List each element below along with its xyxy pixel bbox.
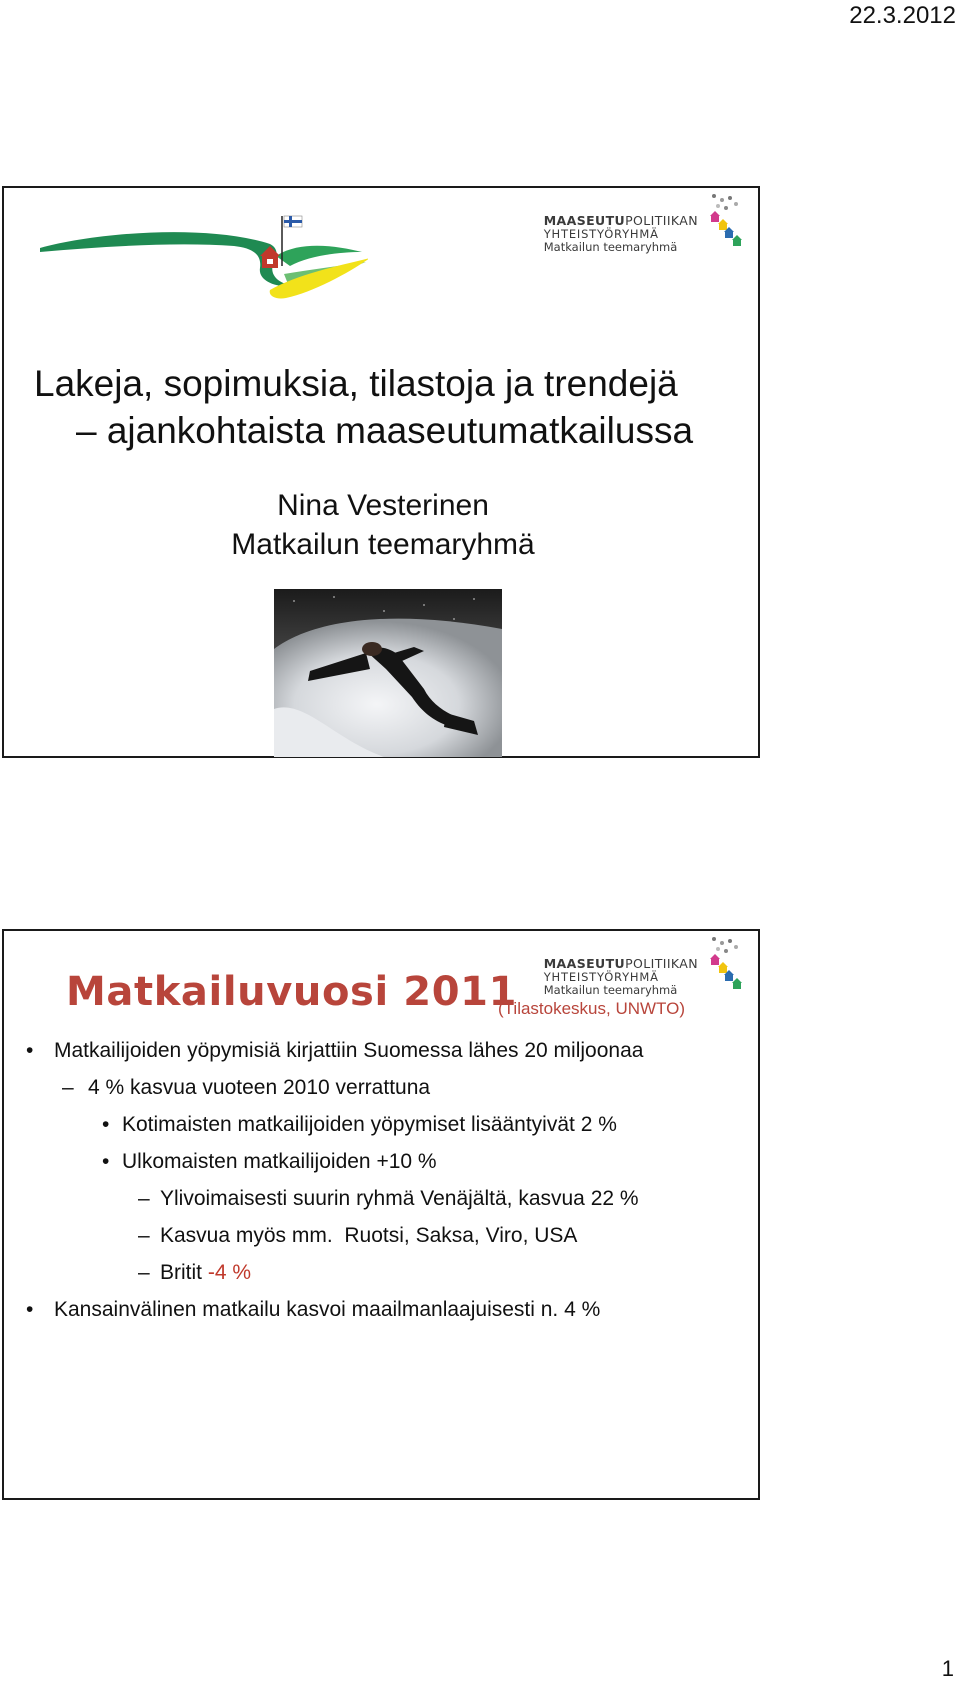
print-date: 22.3.2012 [849,2,956,29]
bullet-text: Kansainvälinen matkailu kasvoi maailmanlaajuisesti n. 4 % [54,1298,601,1321]
bullet-4 [102,1150,437,1174]
logo-text [544,214,698,254]
slide-2-source: (Tilastokeskus, UNWTO) [498,999,686,1018]
title-line-1: Lakeja, sopimuksia, tilastoja ja trendejä [34,363,678,404]
logo-line-1: MAASEUTUPOLITIIKAN [543,213,698,228]
bullet-2 [62,1076,431,1100]
bullet-text: Kotimaisten matkailijoiden yöpymiset lisääntyivät 2 % [122,1113,617,1136]
bullet-text: Ylivoimaisesti suurin ryhmä Venäjältä, kasvua 22 % [160,1187,639,1210]
bullet-7 [138,1261,252,1285]
bullet-text: Matkailijoiden yöpymisiä kirjattiin Suomessa lähes 20 miljoonaa [54,1039,644,1062]
author-name: Nina Vesterinen [277,489,489,522]
logo-line-3: Matkailun teemaryhmä [543,239,678,254]
page-number: 1 [941,1656,954,1681]
bullet-mark: – [62,1076,74,1099]
bullet-text: Ulkomaisten matkailijoiden +10 % [122,1150,437,1173]
author-group: Matkailun teemaryhmä [231,528,535,561]
logo-line-2: YHTEISTYÖRYHMÄ [543,970,659,984]
maaseutupolitiikka-logo [543,935,744,1003]
bullet-text: Kasvua myös mm. Ruotsi, Saksa, Viro, USA [160,1224,578,1247]
bullet-8 [26,1298,601,1322]
logo-line-1: MAASEUTUPOLITIIKAN [543,956,698,971]
village-houses-icon [708,935,744,991]
bullet-mark: – [138,1261,150,1284]
bullet-text: 4 % kasvua vuoteen 2010 verrattuna [88,1076,431,1099]
logo-text [544,957,698,997]
bullet-mark: • [26,1298,34,1321]
negative-value: -4 % [207,1261,252,1284]
slide-1-title [34,360,693,454]
slide-2-title: Matkailuvuosi 2011 [66,969,518,1015]
bullet-mark: • [102,1150,110,1173]
logo-line-3: Matkailun teemaryhmä [543,982,678,997]
bullet-6 [138,1224,578,1248]
bullet-mark: – [138,1224,150,1247]
bullet-1 [26,1039,644,1063]
slide-1 [2,186,760,758]
bullet-5 [138,1187,639,1211]
bullet-3 [102,1113,617,1137]
maaseutupolitiikka-logo [543,192,744,260]
village-houses-icon [708,192,744,248]
title-line-2: – ajankohtaista maaseutumatkailussa [76,410,694,451]
logo-line-2: YHTEISTYÖRYHMÄ [543,227,659,241]
bullet-mark: • [26,1039,34,1062]
snow-angel-photo [274,589,502,757]
bullet-mark: • [102,1113,110,1136]
bullet-mark: – [138,1187,150,1210]
bullet-text: Britit [160,1261,208,1284]
slide-2 [2,929,760,1500]
rural-landscape-logo [38,212,368,300]
